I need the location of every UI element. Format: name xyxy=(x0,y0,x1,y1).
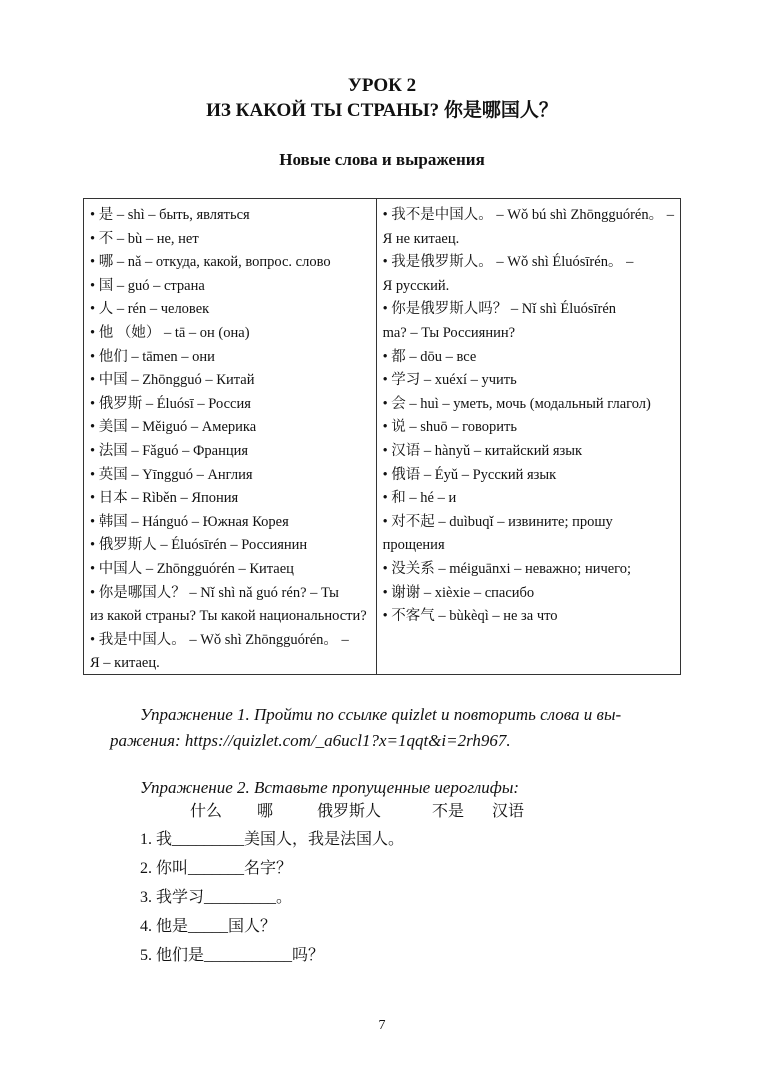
vocab-entry: • 没关系 – méiguānxi – неважно; ничего; xyxy=(382,560,632,577)
vocabulary-column-right xyxy=(377,199,680,674)
exercise-1-line-2: ражения: https://quizlet.com/_a6ucl1?x=1qqt&i=2rh967. xyxy=(110,731,511,750)
vocab-entry: • 汉语 – hànyǔ – китайский язык xyxy=(382,442,583,459)
exercise-2-task: 1. 我_________美国人，我是法国人。 xyxy=(140,831,405,848)
exercise-2-task: 5. 他们是___________吗？ xyxy=(140,947,325,964)
vocab-entry: • 你是哪国人？ – Nǐ shì nǎ guó rén? – Ты xyxy=(90,584,339,601)
vocab-entry: • 我不是中国人。 – Wǒ bú shì Zhōngguórén。 – xyxy=(382,207,674,223)
vocab-entry: • 他们 – tāmen – они xyxy=(90,348,215,365)
vocab-entry: • 俄罗斯人 – Éluósīrén – Россиянин xyxy=(90,537,308,554)
vocab-entry: из какой страны? Ты какой национальности? xyxy=(90,608,367,625)
exercise-2-task: 3. 我学习_________。 xyxy=(140,889,293,906)
vocab-entry: • 哪 – nǎ – откуда, какой, вопрос. слово xyxy=(90,254,331,271)
exercise-2-heading: Упражнение 2. Вставьте пропущенные иероглифы: xyxy=(140,778,519,797)
vocab-entry: • 中国 – Zhōngguó – Китай xyxy=(90,372,255,389)
vocab-entry: • 你是俄罗斯人吗？ – Nǐ shì Éluósīrén xyxy=(382,301,617,318)
lesson-title: ИЗ КАКОЙ ТЫ СТРАНЫ? 你是哪国人？ xyxy=(206,100,558,121)
vocab-entry: • 他 （她） – tā – он (она) xyxy=(90,324,250,341)
vocab-entry: • 对不起 – duìbuqǐ – извините; прошу xyxy=(382,513,613,530)
word-bank-item: 不是 xyxy=(432,803,465,820)
vocab-entry: • 会 – huì – уметь, мочь (модальный глагол) xyxy=(382,395,651,412)
exercise-1-line-1: Упражнение 1. Пройти по ссылке quizlet и повторить слова и вы- xyxy=(140,705,622,724)
vocab-entry: • 不 – bù – не, нет xyxy=(90,230,199,247)
exercise-2-task: 4. 他是_____国人？ xyxy=(140,918,277,935)
vocab-entry: • 日本 – Rìběn – Япония xyxy=(90,490,239,507)
vocab-entry: • 中国人 – Zhōngguórén – Китаец xyxy=(90,560,294,577)
vocab-entry: • 俄罗斯 – Éluósī – Россия xyxy=(90,395,251,412)
vocab-entry: • 国 – guó – страна xyxy=(90,277,205,294)
vocab-entry: • 和 – hé – и xyxy=(382,490,457,507)
vocab-entry: Я не китаец. xyxy=(382,230,460,247)
vocab-entry: • 法国 – Fǎguó – Франция xyxy=(90,442,249,459)
vocab-entry: • 不客气 – bùkèqì – не за что xyxy=(382,608,558,625)
vocab-entry: Я русский. xyxy=(382,277,450,294)
vocab-entry: • 英国 – Yīngguó – Англия xyxy=(90,466,253,483)
vocab-entry: • 谢谢 – xièxie – спасибо xyxy=(382,584,535,601)
vocab-entry: Я – китаец. xyxy=(90,655,160,672)
vocab-entry: • 人 – rén – человек xyxy=(90,301,210,318)
vocab-entry: • 是 – shì – быть, являться xyxy=(90,207,250,223)
vocab-entry: • 我是中国人。 – Wǒ shì Zhōngguórén。 – xyxy=(90,631,349,648)
section-subtitle: Новые слова и выражения xyxy=(279,150,485,169)
word-bank-item: 俄罗斯人 xyxy=(317,803,382,820)
word-bank-item: 汉语 xyxy=(492,803,525,820)
vocab-entry: • 美国 – Měiguó – Америка xyxy=(90,419,257,436)
exercise-2-task: 2. 你叫_______名字？ xyxy=(140,860,293,877)
vocab-entry: • 都 – dōu – все xyxy=(382,348,477,365)
vocab-entry: • 说 – shuō – говорить xyxy=(382,419,517,436)
word-bank-item: 什么 xyxy=(190,803,223,820)
vocabulary-column-left xyxy=(84,199,377,674)
vocab-entry: • 韩国 – Hánguó – Южная Корея xyxy=(90,513,289,530)
vocab-entry: • 学习 – xuéxí – учить xyxy=(382,372,517,389)
exercise-1 xyxy=(110,702,655,754)
word-bank-item: 哪 xyxy=(257,803,274,820)
vocabulary-table xyxy=(83,198,681,675)
vocab-entry: • 我是俄罗斯人。 – Wǒ shì Éluósīrén。 – xyxy=(382,254,634,271)
page-number: 7 xyxy=(378,1018,386,1033)
vocab-entry: прощения xyxy=(382,537,445,554)
lesson-number: УРОК 2 xyxy=(347,75,417,96)
vocab-entry: • 俄语 – Éyǔ – Русский язык xyxy=(382,466,557,483)
vocab-entry: ma? – Ты Россиянин? xyxy=(382,324,516,341)
